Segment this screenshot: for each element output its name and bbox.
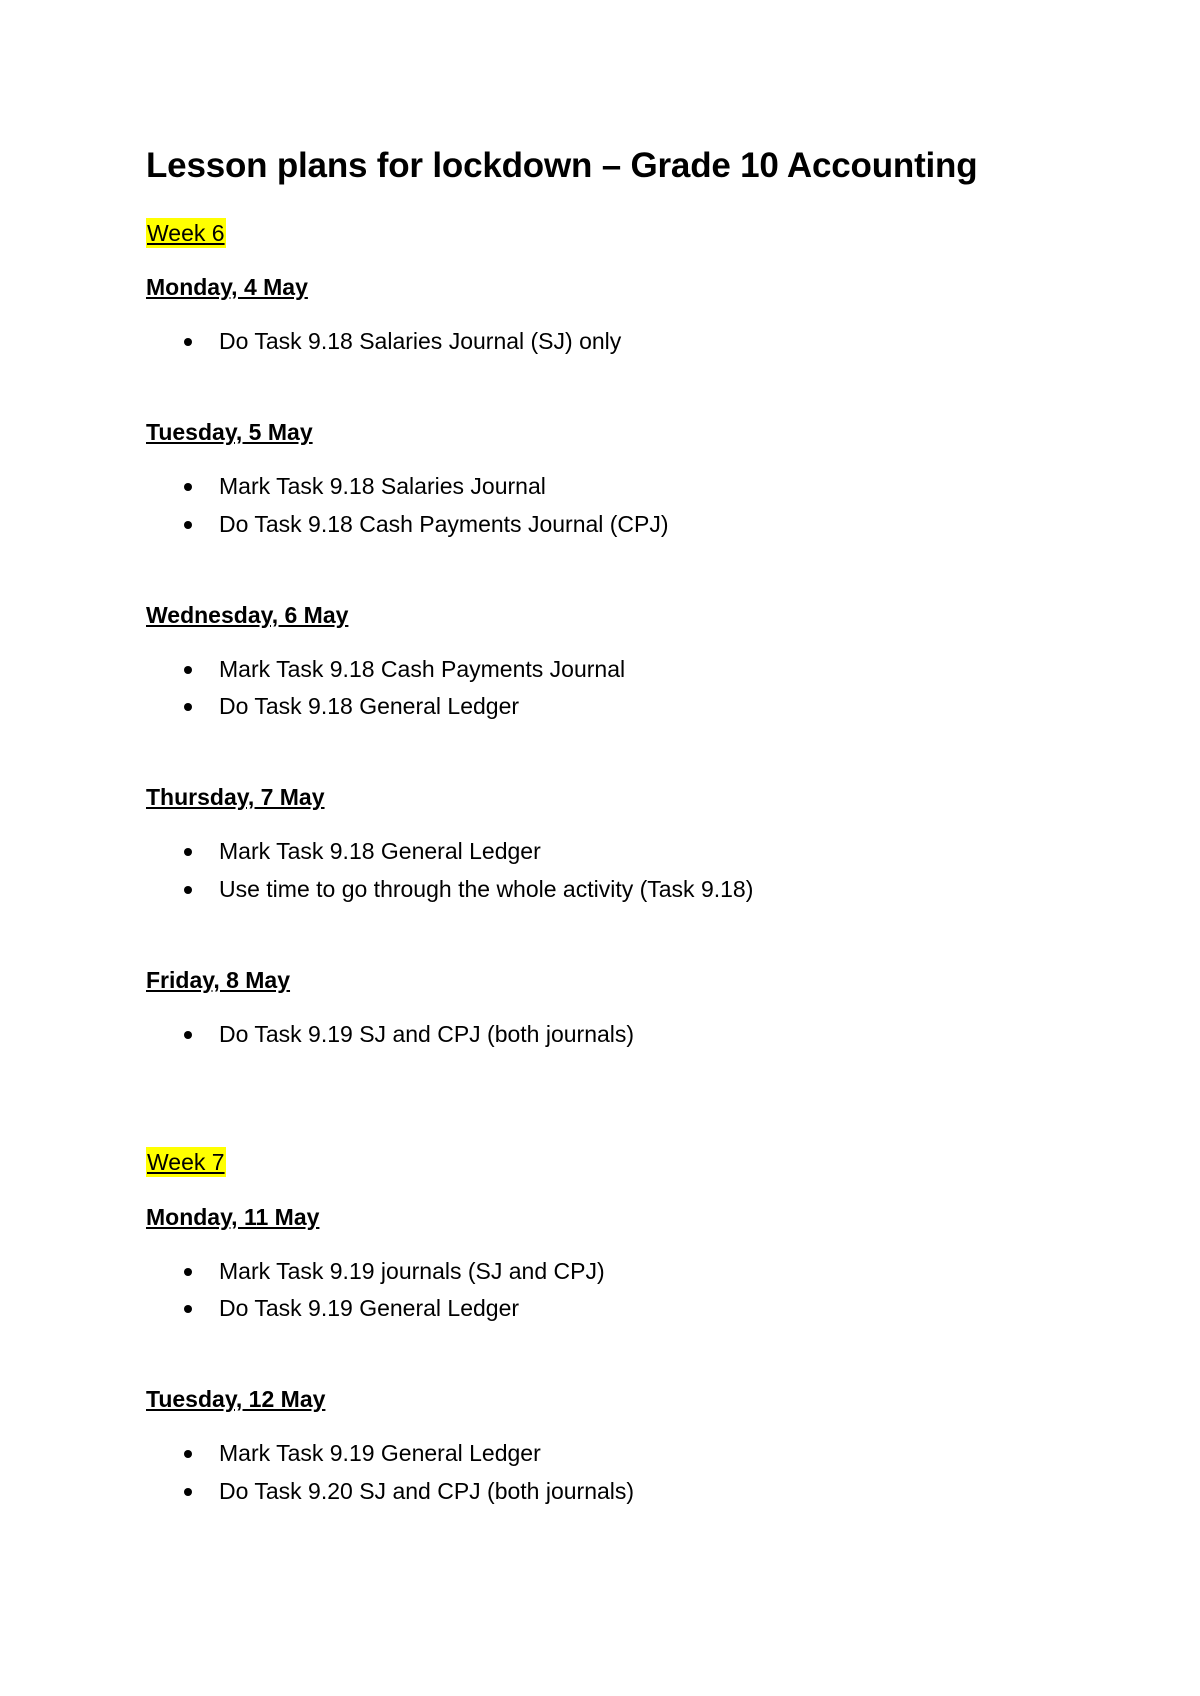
day-heading-monday-11-may: Monday, 11 May (146, 1204, 320, 1230)
list-item: Do Task 9.18 Cash Payments Journal (CPJ) (219, 511, 669, 537)
list-item: Do Task 9.19 SJ and CPJ (both journals) (219, 1021, 635, 1047)
day-heading-monday-4-may: Monday, 4 May (146, 274, 308, 300)
list-item: Mark Task 9.19 General Ledger (219, 1440, 541, 1466)
list-item: Mark Task 9.18 Salaries Journal (219, 473, 546, 499)
list-item: Do Task 9.19 General Ledger (219, 1295, 520, 1321)
bullet-icon (184, 1450, 192, 1458)
day-heading-thursday-7-may: Thursday, 7 May (146, 784, 325, 810)
bullet-icon (184, 1031, 192, 1039)
day-heading-tuesday-12-may: Tuesday, 12 May (146, 1386, 326, 1412)
bullet-icon (184, 848, 192, 856)
bullet-icon (184, 886, 192, 894)
list-item: Do Task 9.18 Salaries Journal (SJ) only (219, 328, 622, 354)
day-heading-friday-8-may: Friday, 8 May (146, 967, 291, 993)
bullet-icon (184, 483, 192, 491)
week-6-heading: Week 6 (147, 220, 225, 246)
day-heading-tuesday-5-may: Tuesday, 5 May (146, 419, 313, 445)
list-item: Mark Task 9.19 journals (SJ and CPJ) (219, 1258, 605, 1284)
list-item: Mark Task 9.18 Cash Payments Journal (219, 656, 626, 682)
day-heading-wednesday-6-may: Wednesday, 6 May (146, 602, 349, 628)
list-item: Do Task 9.20 SJ and CPJ (both journals) (219, 1478, 635, 1504)
bullet-icon (184, 1305, 192, 1313)
bullet-icon (184, 338, 192, 346)
list-item: Do Task 9.18 General Ledger (219, 693, 520, 719)
bullet-icon (184, 703, 192, 711)
document-title: Lesson plans for lockdown – Grade 10 Accounting (146, 146, 978, 185)
bullet-icon (184, 1268, 192, 1276)
bullet-icon (184, 666, 192, 674)
week-7-heading: Week 7 (147, 1149, 225, 1175)
bullet-icon (184, 521, 192, 529)
list-item: Mark Task 9.18 General Ledger (219, 838, 541, 864)
list-item: Use time to go through the whole activity (Task 9.18) (219, 876, 754, 902)
bullet-icon (184, 1488, 192, 1496)
